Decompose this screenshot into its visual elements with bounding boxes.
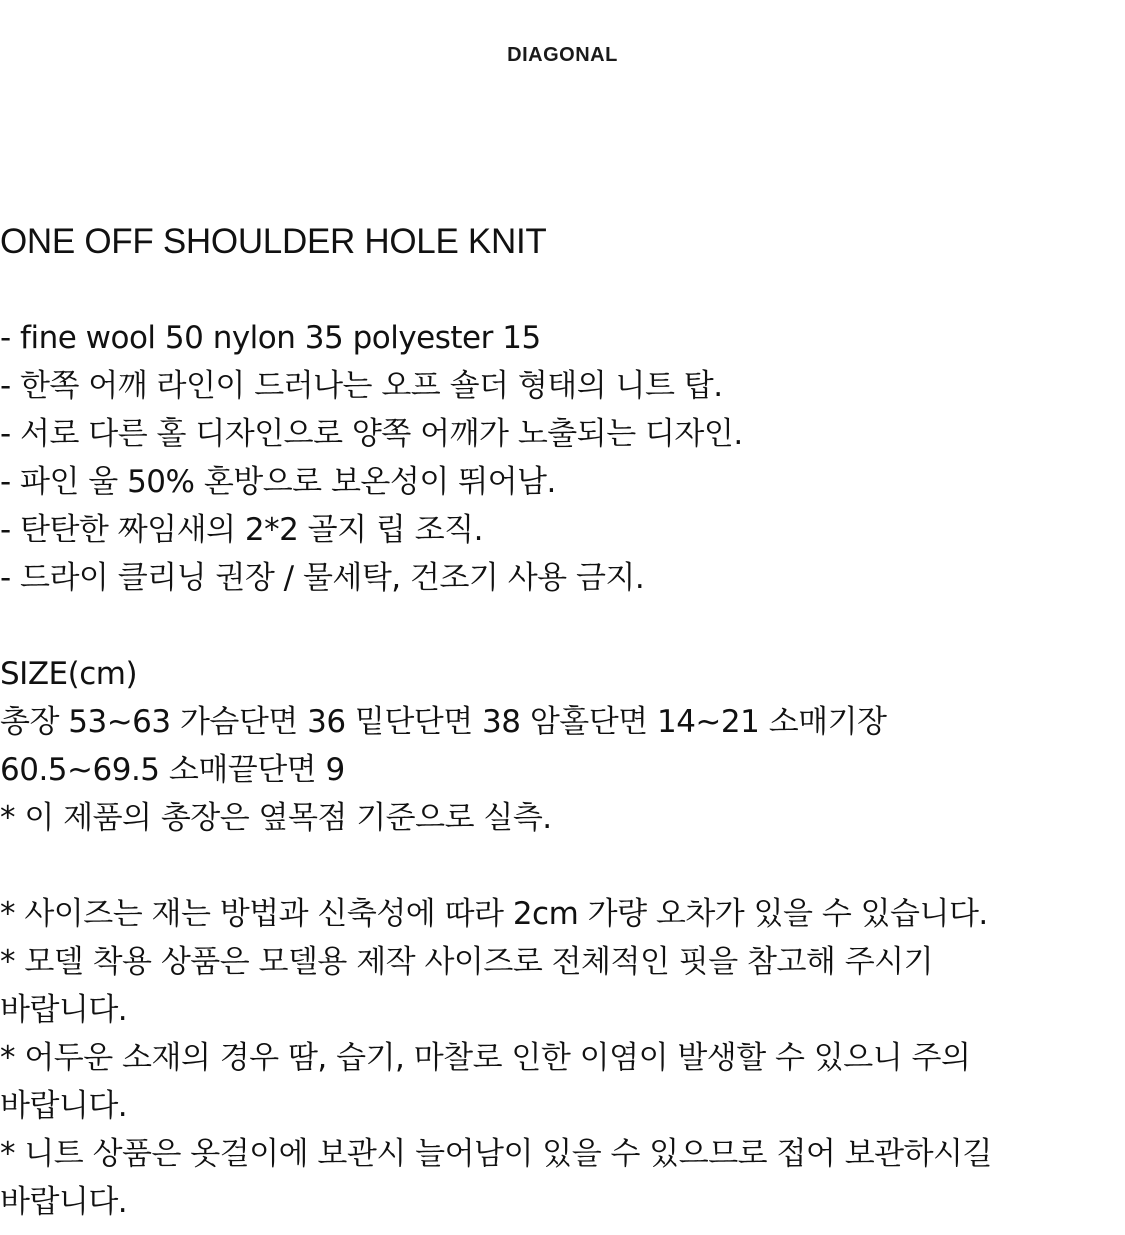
product-description [0,218,1120,1226]
description-line: - 탄탄한 짜임새의 2*2 골지 립 조직. [0,512,483,548]
note-line: 바랍니다. [0,1184,128,1220]
size-note: * 이 제품의 총장은 옆목점 기준으로 실측. [0,800,552,836]
size-line: 60.5~69.5 소매끝단면 9 [0,752,345,788]
spacer [0,266,1120,314]
note-line: * 니트 상품은 옷걸이에 보관시 늘어남이 있을 수 있으므로 접어 보관하시길 [0,1136,992,1172]
note-line: * 사이즈는 재는 방법과 신축성에 따라 2cm 가량 오차가 있을 수 있습니다. [0,896,988,932]
note-line: 바랍니다. [0,1088,128,1124]
note-line: 바랍니다. [0,992,128,1028]
description-line: - 드라이 클리닝 권장 / 물세탁, 건조기 사용 금지. [0,560,645,596]
note-line: * 모델 착용 상품은 모델용 제작 사이즈로 전체적인 핏을 참고해 주시기 [0,944,934,980]
product-title: ONE OFF SHOULDER HOLE KNIT [0,222,547,261]
brand-logo: DIAGONAL [507,44,618,66]
size-line: 총장 53~63 가슴단면 36 밑단단면 38 암홀단면 14~21 소매기장 [0,704,887,740]
size-heading: SIZE(cm) [0,656,138,692]
spacer [0,842,1120,890]
description-line: - 파인 울 50% 혼방으로 보온성이 뛰어남. [0,464,556,500]
description-line: - 한쪽 어깨 라인이 드러나는 오프 숄더 형태의 니트 탑. [0,368,723,404]
description-line: - fine wool 50 nylon 35 polyester 15 [0,320,541,356]
description-line: - 서로 다른 홀 디자인으로 양쪽 어깨가 노출되는 디자인. [0,416,743,452]
note-line: * 어두운 소재의 경우 땀, 습기, 마찰로 인한 이염이 발생할 수 있으니 주의 [0,1040,971,1076]
spacer [0,602,1120,650]
